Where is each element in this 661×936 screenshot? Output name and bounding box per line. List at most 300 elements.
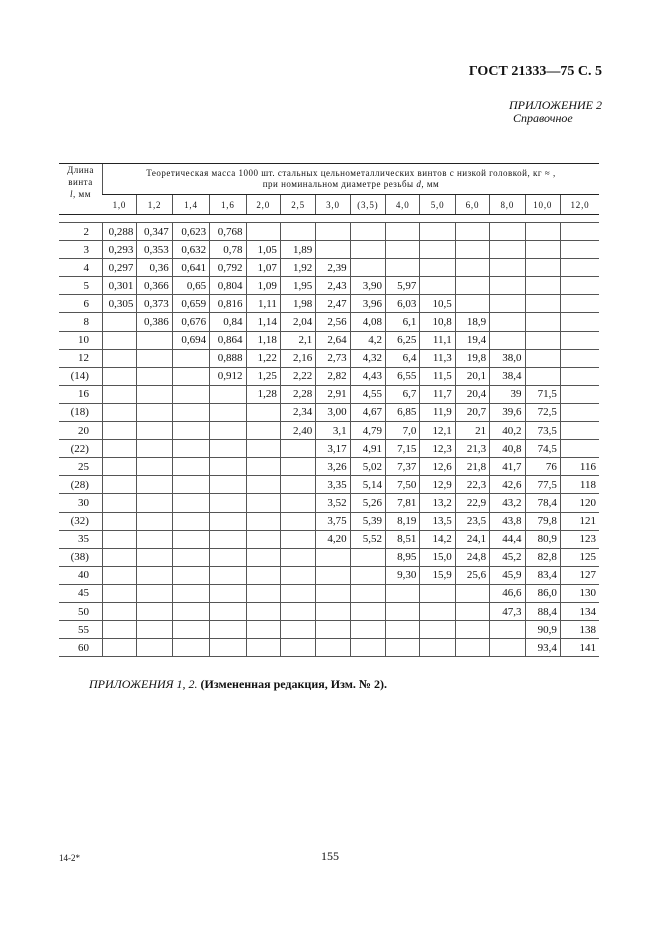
mass-cell [137,422,172,440]
mass-cell [490,313,525,331]
mass-cell: 130 [560,584,599,602]
mass-cell: 3,1 [316,422,350,440]
mass-cell [525,313,560,331]
mass-cell: 0,623 [172,223,209,241]
mass-cell: 1,05 [246,241,280,259]
diameter-header-cell: 3,0 [316,195,350,215]
mass-cell: 5,26 [350,494,385,512]
diameter-header-cell: 1,0 [102,195,136,215]
table-row [59,476,599,494]
mass-cell [137,512,172,530]
mass-cell [102,639,136,657]
mass-cell: 2,28 [280,385,315,403]
length-cell: 60 [59,639,102,657]
mass-cell [280,621,315,639]
mass-cell [102,440,136,458]
length-cell: (38) [59,548,102,566]
mass-cell: 12,9 [420,476,455,494]
mass-cell [350,223,385,241]
mass-cell [172,422,209,440]
mass-cell: 8,95 [386,548,420,566]
mass-cell: 2,04 [280,313,315,331]
mass-cell: 10,5 [420,295,455,313]
mass-cell: 93,4 [525,639,560,657]
mass-cell [102,367,136,385]
length-cell: 30 [59,494,102,512]
mass-cell [525,277,560,295]
length-cell: (32) [59,512,102,530]
mass-cell: 21,8 [455,458,489,476]
mass-cell: 4,55 [350,385,385,403]
mass-cell: 40,2 [490,422,525,440]
mass-cell [246,584,280,602]
mass-cell [560,223,599,241]
mass-cell: 0,288 [102,223,136,241]
length-cell: (22) [59,440,102,458]
mass-cell [172,584,209,602]
mass-cell [455,259,489,277]
mass-cell [316,548,350,566]
mass-cell [172,440,209,458]
mass-cell [137,566,172,584]
diameter-header-cell: 12,0 [560,195,599,215]
table-row [59,566,599,584]
mass-cell: 13,5 [420,512,455,530]
mass-cell: 47,3 [490,602,525,620]
mass-cell [350,241,385,259]
mass-cell: 82,8 [525,548,560,566]
mass-cell [246,621,280,639]
mass-cell [280,512,315,530]
diameter-header-cell: 1,4 [172,195,209,215]
mass-cell [490,277,525,295]
mass-cell: 1,28 [246,385,280,403]
mass-cell [102,422,136,440]
mass-cell: 4,08 [350,313,385,331]
mass-cell [172,566,209,584]
mass-cell: 4,79 [350,422,385,440]
mass-cell: 5,52 [350,530,385,548]
mass-cell [420,223,455,241]
mass-cell [350,621,385,639]
mass-cell: 118 [560,476,599,494]
length-cell: 5 [59,277,102,295]
mass-cell [490,241,525,259]
header-gap-row [59,215,599,223]
length-cell: 8 [59,313,102,331]
mass-cell: 25,6 [455,566,489,584]
mass-cell [490,621,525,639]
table-row [59,440,599,458]
mass-cell [137,458,172,476]
mass-cell: 20,7 [455,403,489,421]
table-row [59,584,599,602]
mass-cell [525,295,560,313]
mass-cell [560,295,599,313]
mass-cell: 9,30 [386,566,420,584]
length-cell: 20 [59,422,102,440]
mass-cell: 1,11 [246,295,280,313]
mass-cell [420,602,455,620]
mass-cell [210,512,246,530]
mass-cell: 80,9 [525,530,560,548]
mass-cell [560,259,599,277]
mass-cell: 1,09 [246,277,280,295]
mass-cell [102,530,136,548]
mass-cell [210,639,246,657]
mass-cell [137,331,172,349]
mass-cell [210,494,246,512]
mass-cell [350,602,385,620]
mass-cell: 1,18 [246,331,280,349]
mass-cell: 83,4 [525,566,560,584]
table-row [59,494,599,512]
mass-cell [525,349,560,367]
mass-cell [560,440,599,458]
mass-cell [246,548,280,566]
mass-cell: 76 [525,458,560,476]
mass-cell: 1,25 [246,367,280,385]
table-row [59,349,599,367]
table-row [59,331,599,349]
mass-cell: 2,43 [316,277,350,295]
mass-cell: 24,8 [455,548,489,566]
mass-cell [280,530,315,548]
mass-cell [525,241,560,259]
mass-cell: 8,51 [386,530,420,548]
mass-cell [102,494,136,512]
mass-cell [246,530,280,548]
mass-cell: 46,6 [490,584,525,602]
mass-cell: 6,1 [386,313,420,331]
mass-cell: 2,73 [316,349,350,367]
mass-cell: 21,3 [455,440,489,458]
mass-cell [420,241,455,259]
mass-cell: 13,2 [420,494,455,512]
mass-cell: 3,90 [350,277,385,295]
mass-cell [137,639,172,657]
mass-cell: 1,07 [246,259,280,277]
mass-cell [172,494,209,512]
mass-cell [137,349,172,367]
mass-cell [316,621,350,639]
mass-cell: 1,92 [280,259,315,277]
mass-cell [280,548,315,566]
page-number: 155 [321,849,339,863]
mass-cell [102,548,136,566]
mass-cell: 0,347 [137,223,172,241]
mass-cell: 7,0 [386,422,420,440]
table-row [59,313,599,331]
mass-cell [560,277,599,295]
mass-cell [137,440,172,458]
diameter-header-row [59,195,599,215]
mass-cell: 4,43 [350,367,385,385]
mass-cell [525,367,560,385]
mass-cell: 3,35 [316,476,350,494]
mass-cell [137,367,172,385]
mass-cell: 1,22 [246,349,280,367]
mass-cell [137,494,172,512]
mass-cell: 116 [560,458,599,476]
length-header-unit: мм [78,189,91,199]
mass-cell [172,530,209,548]
mass-cell: 19,8 [455,349,489,367]
length-header-line2: винта [68,177,93,187]
mass-cell: 0,864 [210,331,246,349]
mass-cell: 2,40 [280,422,315,440]
mass-cell [386,223,420,241]
mass-cell [490,223,525,241]
mass-cell: 78,4 [525,494,560,512]
mass-cell: 21 [455,422,489,440]
mass-cell: 5,14 [350,476,385,494]
length-cell: 3 [59,241,102,259]
mass-cell [210,530,246,548]
mass-cell: 6,4 [386,349,420,367]
mass-cell [210,458,246,476]
mass-cell [102,512,136,530]
mass-cell [137,621,172,639]
mass-cell: 0,632 [172,241,209,259]
appendix-label: ПРИЛОЖЕНИЕ 2 [509,98,602,112]
diameter-header-cell: (3,5) [350,195,385,215]
mass-cell: 3,17 [316,440,350,458]
mass-cell [455,621,489,639]
mass-table [59,163,599,657]
mass-cell [137,584,172,602]
mass-cell: 15,0 [420,548,455,566]
mass-cell [455,277,489,295]
length-cell: 40 [59,566,102,584]
mass-cell: 2,47 [316,295,350,313]
mass-cell [137,602,172,620]
mass-cell [246,566,280,584]
mass-cell: 12,3 [420,440,455,458]
mass-cell: 18,9 [455,313,489,331]
mass-cell [172,639,209,657]
diameter-header-cell: 10,0 [525,195,560,215]
mass-cell: 0,912 [210,367,246,385]
mass-cell: 127 [560,566,599,584]
diameter-header-cell: 2,0 [246,195,280,215]
table-title-line2-pre: при номинальном диаметре резьбы [262,179,414,189]
mass-cell: 11,9 [420,403,455,421]
mass-cell: 88,4 [525,602,560,620]
length-cell: 12 [59,349,102,367]
table-row [59,277,599,295]
mass-cell [172,512,209,530]
mass-cell [280,602,315,620]
mass-cell: 1,89 [280,241,315,259]
mass-cell: 43,8 [490,512,525,530]
mass-cell: 5,97 [386,277,420,295]
mass-cell [246,512,280,530]
amendment-note [89,677,387,692]
mass-cell [490,331,525,349]
standard-header: ГОСТ 21333—75 С. 5 [468,64,602,79]
mass-cell [560,331,599,349]
mass-cell: 19,4 [455,331,489,349]
mass-cell [316,639,350,657]
mass-cell [210,602,246,620]
mass-cell [350,548,385,566]
mass-cell [246,602,280,620]
table-row [59,512,599,530]
mass-cell [172,621,209,639]
length-cell: 6 [59,295,102,313]
mass-cell [280,494,315,512]
mass-cell: 2,16 [280,349,315,367]
mass-cell [246,422,280,440]
mass-cell: 2,91 [316,385,350,403]
mass-cell [137,385,172,403]
mass-cell: 0,816 [210,295,246,313]
mass-cell [280,223,315,241]
mass-cell: 0,366 [137,277,172,295]
length-cell: 25 [59,458,102,476]
mass-cell [210,385,246,403]
mass-cell: 79,8 [525,512,560,530]
mass-cell [525,259,560,277]
mass-cell [137,548,172,566]
mass-cell: 0,305 [102,295,136,313]
mass-cell: 5,39 [350,512,385,530]
mass-cell [350,639,385,657]
mass-cell [137,403,172,421]
diameter-header-cell: 6,0 [455,195,489,215]
mass-cell: 0,641 [172,259,209,277]
mass-cell: 1,14 [246,313,280,331]
mass-cell [560,422,599,440]
mass-cell: 12,6 [420,458,455,476]
diameter-header-cell: 1,6 [210,195,246,215]
mass-cell: 4,32 [350,349,385,367]
mass-cell [525,223,560,241]
table-row [59,259,599,277]
mass-cell [246,403,280,421]
mass-cell [102,602,136,620]
mass-cell [172,458,209,476]
mass-cell: 3,52 [316,494,350,512]
diameter-header-cell: 4,0 [386,195,420,215]
mass-cell: 23,5 [455,512,489,530]
mass-cell: 12,1 [420,422,455,440]
mass-cell: 3,26 [316,458,350,476]
mass-cell: 0,659 [172,295,209,313]
mass-cell [172,548,209,566]
mass-cell: 6,85 [386,403,420,421]
table-row [59,458,599,476]
mass-cell: 141 [560,639,599,657]
table-row [59,241,599,259]
mass-cell: 7,37 [386,458,420,476]
diameter-header-cell: 5,0 [420,195,455,215]
mass-cell: 4,2 [350,331,385,349]
mass-cell: 39 [490,385,525,403]
mass-cell [210,403,246,421]
table-row [59,548,599,566]
mass-cell: 6,55 [386,367,420,385]
table-row [59,295,599,313]
mass-cell: 3,96 [350,295,385,313]
mass-cell: 11,5 [420,367,455,385]
mass-cell: 4,67 [350,403,385,421]
mass-cell: 14,2 [420,530,455,548]
mass-cell: 0,792 [210,259,246,277]
mass-cell [455,584,489,602]
mass-cell [420,584,455,602]
length-cell: (28) [59,476,102,494]
mass-cell: 0,36 [137,259,172,277]
length-header-line1: Длина [67,165,94,175]
table-row [59,403,599,421]
mass-cell [560,385,599,403]
mass-cell [455,223,489,241]
mass-cell: 0,297 [102,259,136,277]
mass-cell [350,259,385,277]
mass-cell [420,259,455,277]
mass-cell [386,584,420,602]
table-row [59,367,599,385]
mass-cell: 0,65 [172,277,209,295]
mass-cell: 6,03 [386,295,420,313]
mass-cell: 11,7 [420,385,455,403]
mass-cell: 42,6 [490,476,525,494]
mass-cell: 77,5 [525,476,560,494]
mass-cell: 123 [560,530,599,548]
mass-cell: 120 [560,494,599,512]
mass-cell [246,639,280,657]
mass-cell: 2,1 [280,331,315,349]
mass-cell [490,639,525,657]
mass-cell [210,422,246,440]
mass-cell: 6,25 [386,331,420,349]
mass-cell [386,621,420,639]
mass-cell: 11,3 [420,349,455,367]
mass-cell: 121 [560,512,599,530]
mass-cell: 73,5 [525,422,560,440]
mass-cell [210,476,246,494]
mass-cell [172,367,209,385]
amendment-note-ref: ПРИЛОЖЕНИЯ 1, 2. [89,677,198,691]
mass-cell [560,313,599,331]
mass-cell: 3,00 [316,403,350,421]
mass-cell [210,584,246,602]
mass-cell: 15,9 [420,566,455,584]
length-cell: 55 [59,621,102,639]
mass-cell [210,621,246,639]
mass-cell [102,385,136,403]
table-header [59,164,599,215]
length-cell: 2 [59,223,102,241]
mass-cell [102,331,136,349]
mass-cell: 44,4 [490,530,525,548]
amendment-note-text: (Измененная редакция, Изм. № 2). [200,677,387,691]
mass-cell: 90,9 [525,621,560,639]
mass-cell: 0,768 [210,223,246,241]
mass-cell [560,403,599,421]
mass-cell: 0,373 [137,295,172,313]
mass-cell [137,530,172,548]
mass-cell: 41,7 [490,458,525,476]
table-row [59,621,599,639]
mass-cell [210,440,246,458]
mass-cell [386,639,420,657]
mass-cell: 134 [560,602,599,620]
mass-cell [102,458,136,476]
mass-cell: 4,20 [316,530,350,548]
